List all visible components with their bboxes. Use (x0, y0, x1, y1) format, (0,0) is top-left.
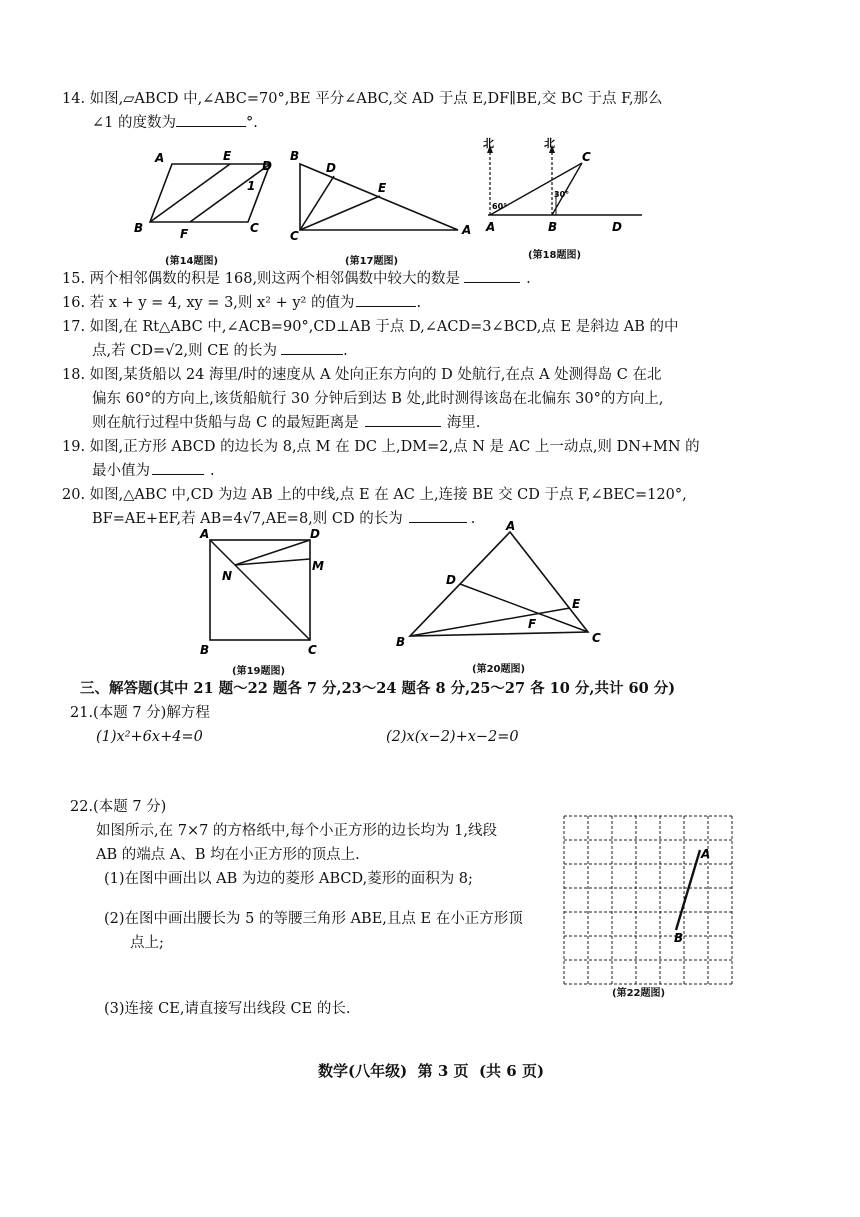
figure-18-navigation (478, 135, 648, 235)
question-18-line2: 偏东 60°的方向上,该货船航行 30 分钟后到达 B 处,此时测得该岛在北偏东 30°的方向上, (92, 391, 664, 407)
fig20-label-C: C (592, 631, 601, 645)
question-17-text: 点,若 CD=√2,则 CE 的长为 (92, 343, 278, 359)
question-22-part1: (1)在图中画出以 AB 为边的菱形 ABCD,菱形的面积为 8; (104, 871, 473, 887)
fig14-label-A: A (155, 151, 165, 165)
fig22-grid-lines (564, 816, 732, 984)
answer-blank-17[interactable] (281, 340, 343, 355)
question-17-end: . (343, 343, 348, 359)
question-19-line1: 19. 如图,正方形 ABCD 的边长为 8,点 M 在 DC 上,DM=2,点 N 是 AC 上一动点,则 DN+MN 的 (62, 439, 700, 455)
fig20-label-A: A (506, 519, 516, 533)
answer-blank-16[interactable] (356, 292, 416, 307)
fig17-label-B: B (290, 149, 300, 163)
question-17-line2 (92, 340, 348, 362)
question-22-part2-line2: 点上; (130, 935, 164, 951)
question-16-end: . (416, 295, 422, 311)
fig19-label-D: D (310, 527, 320, 541)
figure-14-caption: (第14题图) (165, 256, 219, 267)
figure-14-parallelogram (130, 150, 280, 240)
fig17-label-C: C (290, 229, 299, 243)
figure-17-triangle (286, 149, 476, 243)
figure-20-caption: (第20题图) (472, 664, 526, 675)
figure-19-square (198, 528, 328, 658)
figure-22-caption: (第22题图) (612, 988, 666, 999)
question-17-line1: 17. 如图,在 Rt△ABC 中,∠ACB=90°,CD⊥AB 于点 D,∠ACD=3∠BCD,点 E 是斜边 AB 的中 (62, 319, 679, 335)
fig14-line-BE (150, 164, 230, 222)
fig14-label-B: B (134, 221, 144, 235)
fig14-label-F: F (180, 227, 189, 241)
fig19-label-B: B (200, 643, 210, 657)
question-22-title: 22.(本题 7 分) (70, 799, 167, 815)
fig20-label-D: D (446, 573, 456, 587)
fig14-label-1: 1 (247, 179, 256, 193)
fig20-line-BE (410, 608, 570, 636)
answer-blank-14[interactable] (176, 112, 246, 127)
question-22-part3: (3)连接 CE,请直接写出线段 CE 的长. (104, 1001, 351, 1017)
fig18-label-D: D (612, 220, 622, 234)
question-20-end: . (470, 511, 476, 527)
figure-17-caption: (第17题图) (345, 256, 399, 267)
question-18-line1: 18. 如图,某货船以 24 海里/时的速度从 A 处向正东方向的 D 处航行,在点 A 处测得岛 C 在北 (62, 367, 662, 383)
question-19-end: . (210, 463, 215, 479)
figure-18-caption: (第18题图) (528, 250, 582, 261)
answer-blank-19[interactable] (152, 460, 204, 475)
fig14-label-C: C (250, 221, 259, 235)
question-16 (62, 292, 421, 314)
fig18-label-north1: 北 (483, 137, 494, 150)
question-14-text: ∠1 的度数为 (92, 115, 176, 131)
question-21-part2: (2)x(x−2)+x−2=0 (386, 729, 519, 745)
question-14-line2 (92, 112, 258, 134)
figure-20-triangle (390, 520, 620, 650)
fig14-label-D: D (262, 159, 272, 173)
question-21-title: 21.(本题 7 分)解方程 (70, 705, 210, 721)
fig18-label-30deg: 30° (554, 190, 570, 199)
question-14-unit: °. (245, 115, 258, 131)
fig19-label-N: N (222, 569, 233, 583)
question-18-text: 则在航行过程中货船与岛 C 的最短距离是 (92, 415, 359, 431)
fig20-label-F: F (528, 617, 537, 631)
question-19-text: 最小值为 (92, 463, 150, 479)
figure-19-caption: (第19题图) (232, 666, 286, 677)
fig18-label-north2: 北 (544, 137, 555, 150)
question-18-line3 (92, 412, 480, 434)
question-21-part1: (1)x²+6x+4=0 (96, 729, 203, 745)
question-19-line2 (92, 460, 215, 482)
answer-blank-18[interactable] (365, 412, 441, 427)
fig20-label-E: E (572, 597, 581, 611)
fig22-label-A: A (701, 847, 711, 861)
question-15-text: 15. 两个相邻偶数的积是 168,则这两个相邻偶数中较大的数是 (62, 271, 461, 287)
fig19-diagonal-AC (210, 540, 310, 640)
fig17-line-CE (300, 196, 380, 230)
fig17-line-CD (300, 176, 334, 230)
fig22-segment-AB (676, 850, 700, 930)
fig19-label-A: A (200, 527, 210, 541)
question-15-end: . (526, 271, 531, 287)
question-20-text: BF=AE+EF,若 AB=4√7,AE=8,则 CD 的长为 (92, 511, 403, 527)
fig18-label-A: A (486, 220, 496, 234)
fig17-label-A: A (462, 223, 472, 237)
fig19-label-C: C (308, 643, 317, 657)
fig17-label-D: D (326, 161, 336, 175)
question-22-line2: AB 的端点 A、B 均在小正方形的顶点上. (96, 847, 360, 863)
fig22-label-B: B (674, 931, 684, 945)
section-3-title: 三、解答题(其中 21 题～22 题各 7 分,23～24 题各 8 分,25～27 各 10 分,共计 60 分) (80, 680, 676, 697)
question-18-unit: 海里. (446, 415, 481, 431)
fig14-label-E: E (223, 149, 232, 163)
fig14-parallelogram (150, 164, 270, 222)
question-20-line1: 20. 如图,△ABC 中,CD 为边 AB 上的中线,点 E 在 AC 上,连接 BE 交 CD 于点 F,∠BEC=120°, (62, 487, 687, 503)
fig18-label-60deg: 60° (492, 202, 508, 211)
fig17-label-E: E (378, 181, 387, 195)
question-15 (62, 268, 531, 290)
answer-blank-15[interactable] (464, 268, 520, 283)
fig19-label-M: M (312, 559, 324, 573)
question-14-line1: 14. 如图,▱ABCD 中,∠ABC=70°,BE 平分∠ABC,交 AD 于点 E,DF∥BE,交 BC 于点 F,那么 (62, 91, 663, 107)
question-22-line1: 如图所示,在 7×7 的方格纸中,每个小正方形的边长均为 1,线段 (96, 823, 497, 839)
fig20-label-B: B (396, 635, 406, 649)
question-22-part2-line1: (2)在图中画出腰长为 5 的等腰三角形 ABE,且点 E 在小正方形顶 (104, 911, 523, 927)
question-16-text: 16. 若 x + y = 4, xy = 3,则 x² + y² 的值为 (62, 295, 355, 311)
fig18-label-B: B (548, 220, 558, 234)
figure-22-grid (560, 812, 720, 984)
page-footer: 数学(八年级) 第 3 页 (共 6 页) (318, 1062, 545, 1080)
fig14-line-DF (190, 164, 270, 222)
fig18-label-C: C (582, 150, 591, 164)
